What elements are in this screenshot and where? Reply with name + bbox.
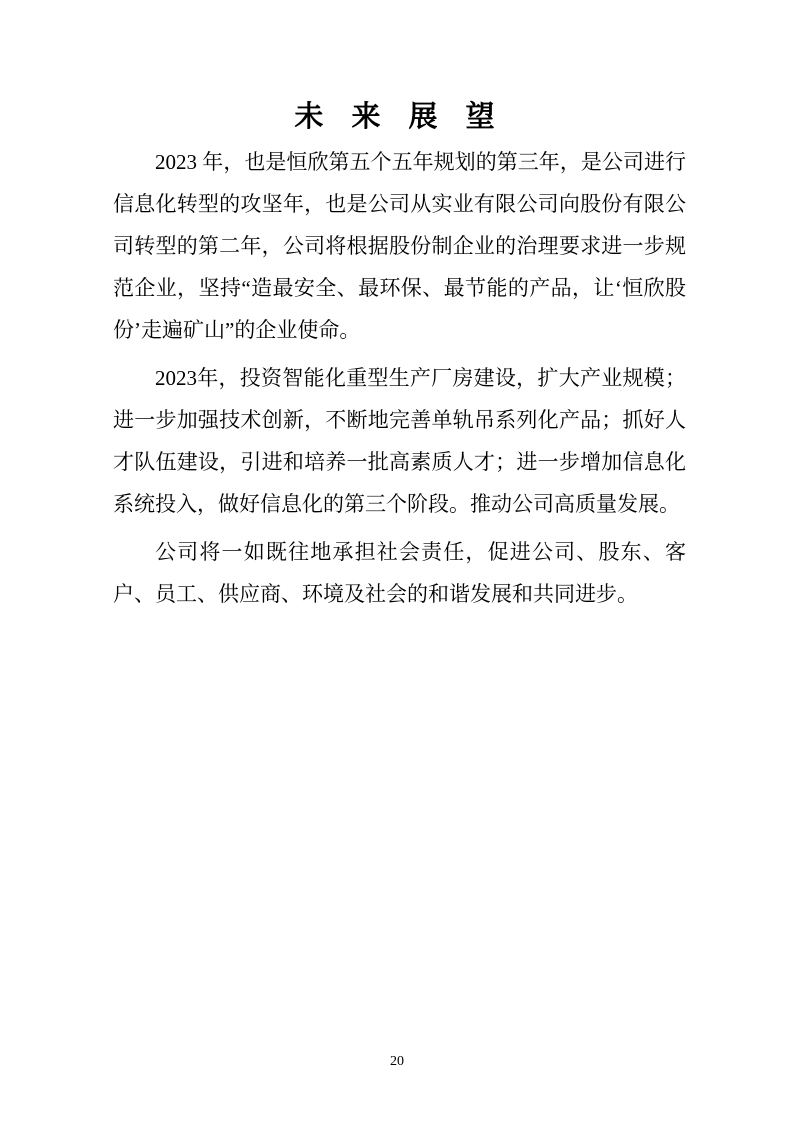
paragraph-3: 公司将一如既往地承担社会责任，促进公司、股东、客户、员工、供应商、环境及社会的和谐发展和共同进步。 (113, 540, 686, 606)
paragraph-2: 2023年，投资智能化重型生产厂房建设，扩大产业规模；进一步加强技术创新，不断地完善单轨吊系列化产品；抓好人才队伍建设，引进和培养一批高素质人才；进一步增加信息化系统投入，做好信息化的第三个阶段。推动公司高质量发展。 (113, 366, 686, 516)
page-number: 20 (390, 1054, 404, 1069)
paragraph-1: 2023 年，也是恒欣第五个五年规划的第三年，是公司进行信息化转型的攻坚年，也是公司从实业有限公司向股份有限公司转型的第二年，公司将根据股份制企业的治理要求进一步规范企业，坚持“造最安全、最环保、最节能的产品，让‘恒欣股份’走遍矿山”的企业使命。 (113, 150, 686, 342)
page-title: 未 来 展 望 (294, 101, 505, 133)
page-content (113, 99, 686, 621)
